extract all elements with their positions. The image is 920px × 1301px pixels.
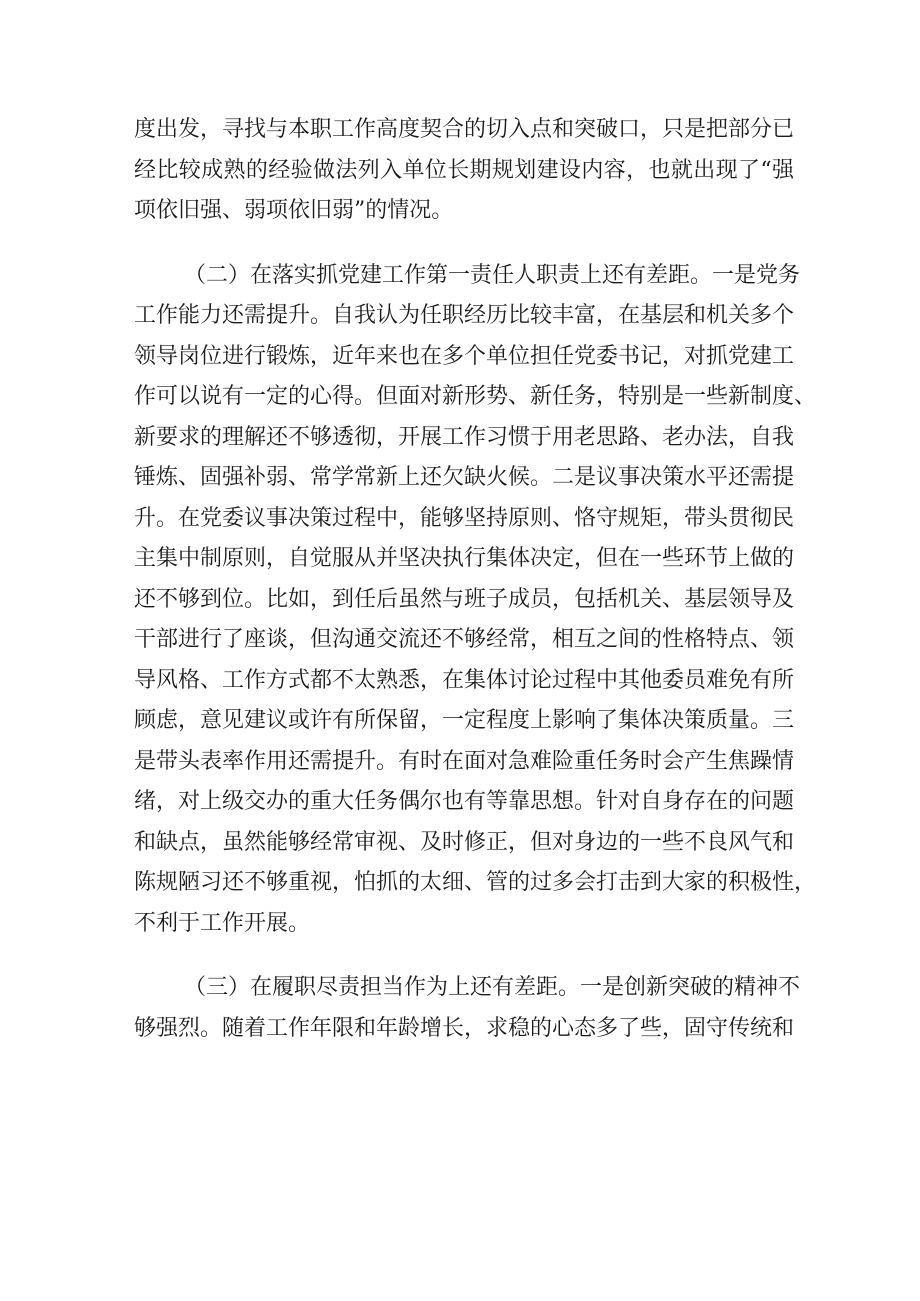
document-body xyxy=(134,110,817,1049)
paragraph-spacer xyxy=(134,232,794,256)
paragraph-continuation xyxy=(134,110,794,232)
text-line: 干部进行了座谈，但沟通交流还不够经常，相互之间的性格特点、领 xyxy=(134,627,795,652)
text-line: 工作能力还需提升。自我认为任职经历比较丰富，在基层和机关多个 xyxy=(134,303,795,328)
paragraph-section-2 xyxy=(134,256,817,945)
text-line: 够强烈。随着工作年限和年龄增长，求稳的心态多了些，固守传统和 xyxy=(134,1015,795,1041)
text-line: 陈规陋习还不够重视，怕抓的太细、管的过多会打击到大家的积极性， xyxy=(134,870,817,895)
text-line: 是带头表率作用还需提升。有时在面对急难险重任务时会产生焦躁情 xyxy=(134,748,795,774)
text-line: 新要求的理解还不够透彻，开展工作习惯于用老思路、老办法，自我 xyxy=(134,424,795,450)
text-line: 升。在党委议事决策过程中，能够坚持原则、恪守规矩，带头贯彻民 xyxy=(134,505,795,531)
text-line: 不利于工作开展。 xyxy=(134,910,311,936)
text-line: 主集中制原则，自觉服从并坚决执行集体决定，但在一些环节上做的 xyxy=(134,546,795,571)
text-line: 绪，对上级交办的重大任务偶尔也有等靠思想。针对自身存在的问题 xyxy=(134,789,795,814)
text-line: 作可以说有一定的心得。但面对新形势、新任务，特别是一些新制度、 xyxy=(134,384,817,409)
paragraph-section-3 xyxy=(134,968,801,1049)
paragraph-spacer xyxy=(134,944,794,968)
text-line: 顾虑，意见建议或许有所保留，一定程度上影响了集体决策质量。三 xyxy=(134,708,795,733)
text-line: 经比较成熟的经验做法列入单位长期规划建设内容，也就出现了“强 xyxy=(134,157,794,183)
text-line: 项依旧强、弱项依旧弱”的情况。 xyxy=(134,198,454,223)
text-line: 还不够到位。比如，到任后虽然与班子成员，包括机关、基层领导及 xyxy=(134,586,795,612)
text-line: 度出发，寻找与本职工作高度契合的切入点和突破口，只是把部分已 xyxy=(134,117,795,142)
text-line: 导风格、工作方式都不太熟悉，在集体讨论过程中其他委员难免有所 xyxy=(134,667,795,693)
text-line: 锤炼、固强补弱、常学常新上还欠缺火候。二是议事决策水平还需提 xyxy=(134,465,795,490)
text-line: 和缺点，虽然能够经常审视、及时修正，但对身边的一些不良风气和 xyxy=(134,829,795,855)
text-line: （三）在履职尽责担当作为上还有差距。一是创新突破的精神不 xyxy=(184,975,801,1000)
text-line: （二）在落实抓党建工作第一责任人职责上还有差距。一是党务 xyxy=(184,262,801,288)
text-line: 领导岗位进行锻炼，近年来也在多个单位担任党委书记，对抓党建工 xyxy=(134,343,795,369)
